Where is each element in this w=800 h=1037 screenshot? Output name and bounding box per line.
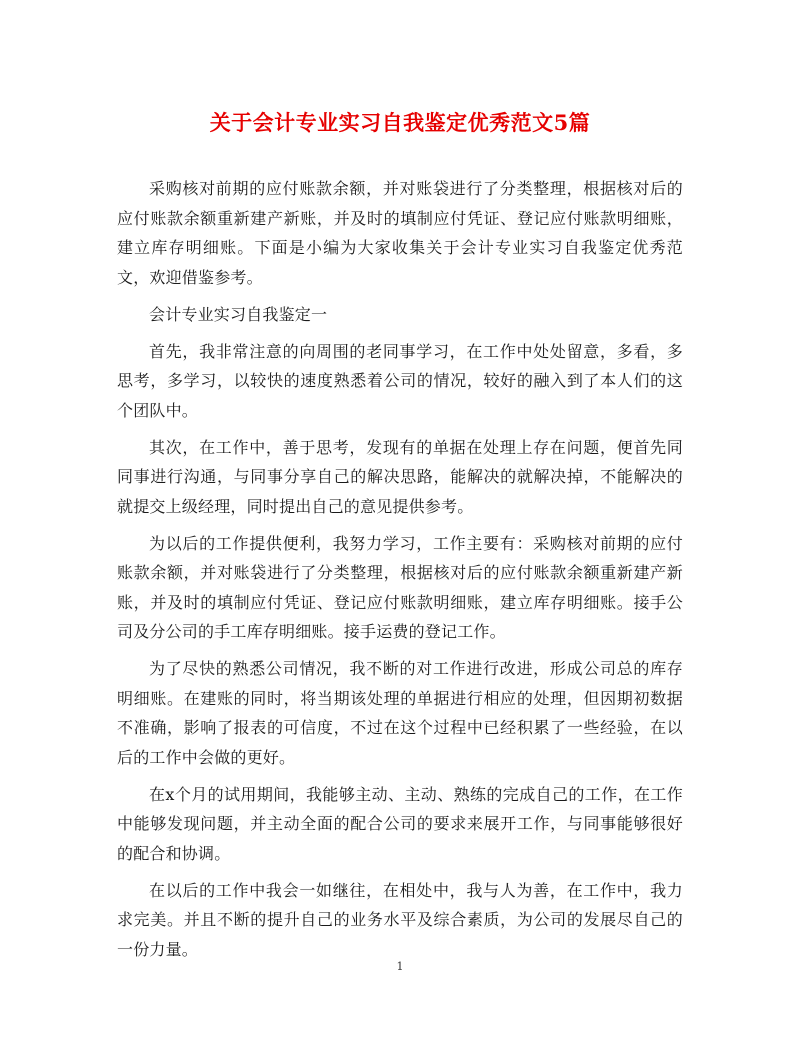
page-number: 1 <box>396 960 404 973</box>
paragraph-intro: 采购核对前期的应付账款余额，并对账袋进行了分类整理，根据核对后的应付账款余额重新建产新账，并及时的填制应付凭证、登记应付账款明细账，建立库存明细账。下面是小编为大家收集关于会计专业实习自我鉴定优秀范文，欢迎借鉴参考。 <box>117 179 683 287</box>
section-heading: 会计专业实习自我鉴定一 <box>149 304 328 324</box>
document-title: 关于会计专业实习自我鉴定优秀范文5篇 <box>209 110 591 135</box>
paragraph: 在以后的工作中我会一如继往，在相处中，我与人为善，在工作中，我力求完美。并且不断的提升自己的业务水平及综合素质，为公司的发展尽自己的一份力量。 <box>117 880 683 959</box>
paragraph: 为以后的工作提供便利，我努力学习，工作主要有：采购核对前期的应付账款余额，并对账袋进行了分类整理，根据核对后的应付账款余额重新建产新账，并及时的填制应付凭证、登记应付账款明细账，建立库存明细账。接手公司及分公司的手工库存明细账。接手运费的登记工作。 <box>117 533 683 641</box>
paragraph: 其次，在工作中，善于思考，发现有的单据在处理上存在问题，便首先同同事进行沟通，与同事分享自己的解决思路，能解决的就解决掉，不能解决的就提交上级经理，同时提出自己的意见提供参考。 <box>117 437 683 516</box>
paragraph: 为了尽快的熟悉公司情况，我不断的对工作进行改进，形成公司总的库存明细账。在建账的同时，将当期该处理的单据进行相应的处理，但因期初数据不准确，影响了报表的可信度，不过在这个过程中已经积累了一些经验，在以后的工作中会做的更好。 <box>117 659 683 767</box>
paragraph: 在x个月的试用期间，我能够主动、主动、熟练的完成自己的工作，在工作中能够发现问题，并主动全面的配合公司的要求来展开工作，与同事能够很好的配合和协调。 <box>117 784 683 863</box>
document-body <box>117 174 683 972</box>
paragraph: 首先，我非常注意的向周围的老同事学习，在工作中处处留意，多看，多思考，多学习，以较快的速度熟悉着公司的情况，较好的融入到了本人们的这个团队中。 <box>117 341 683 420</box>
